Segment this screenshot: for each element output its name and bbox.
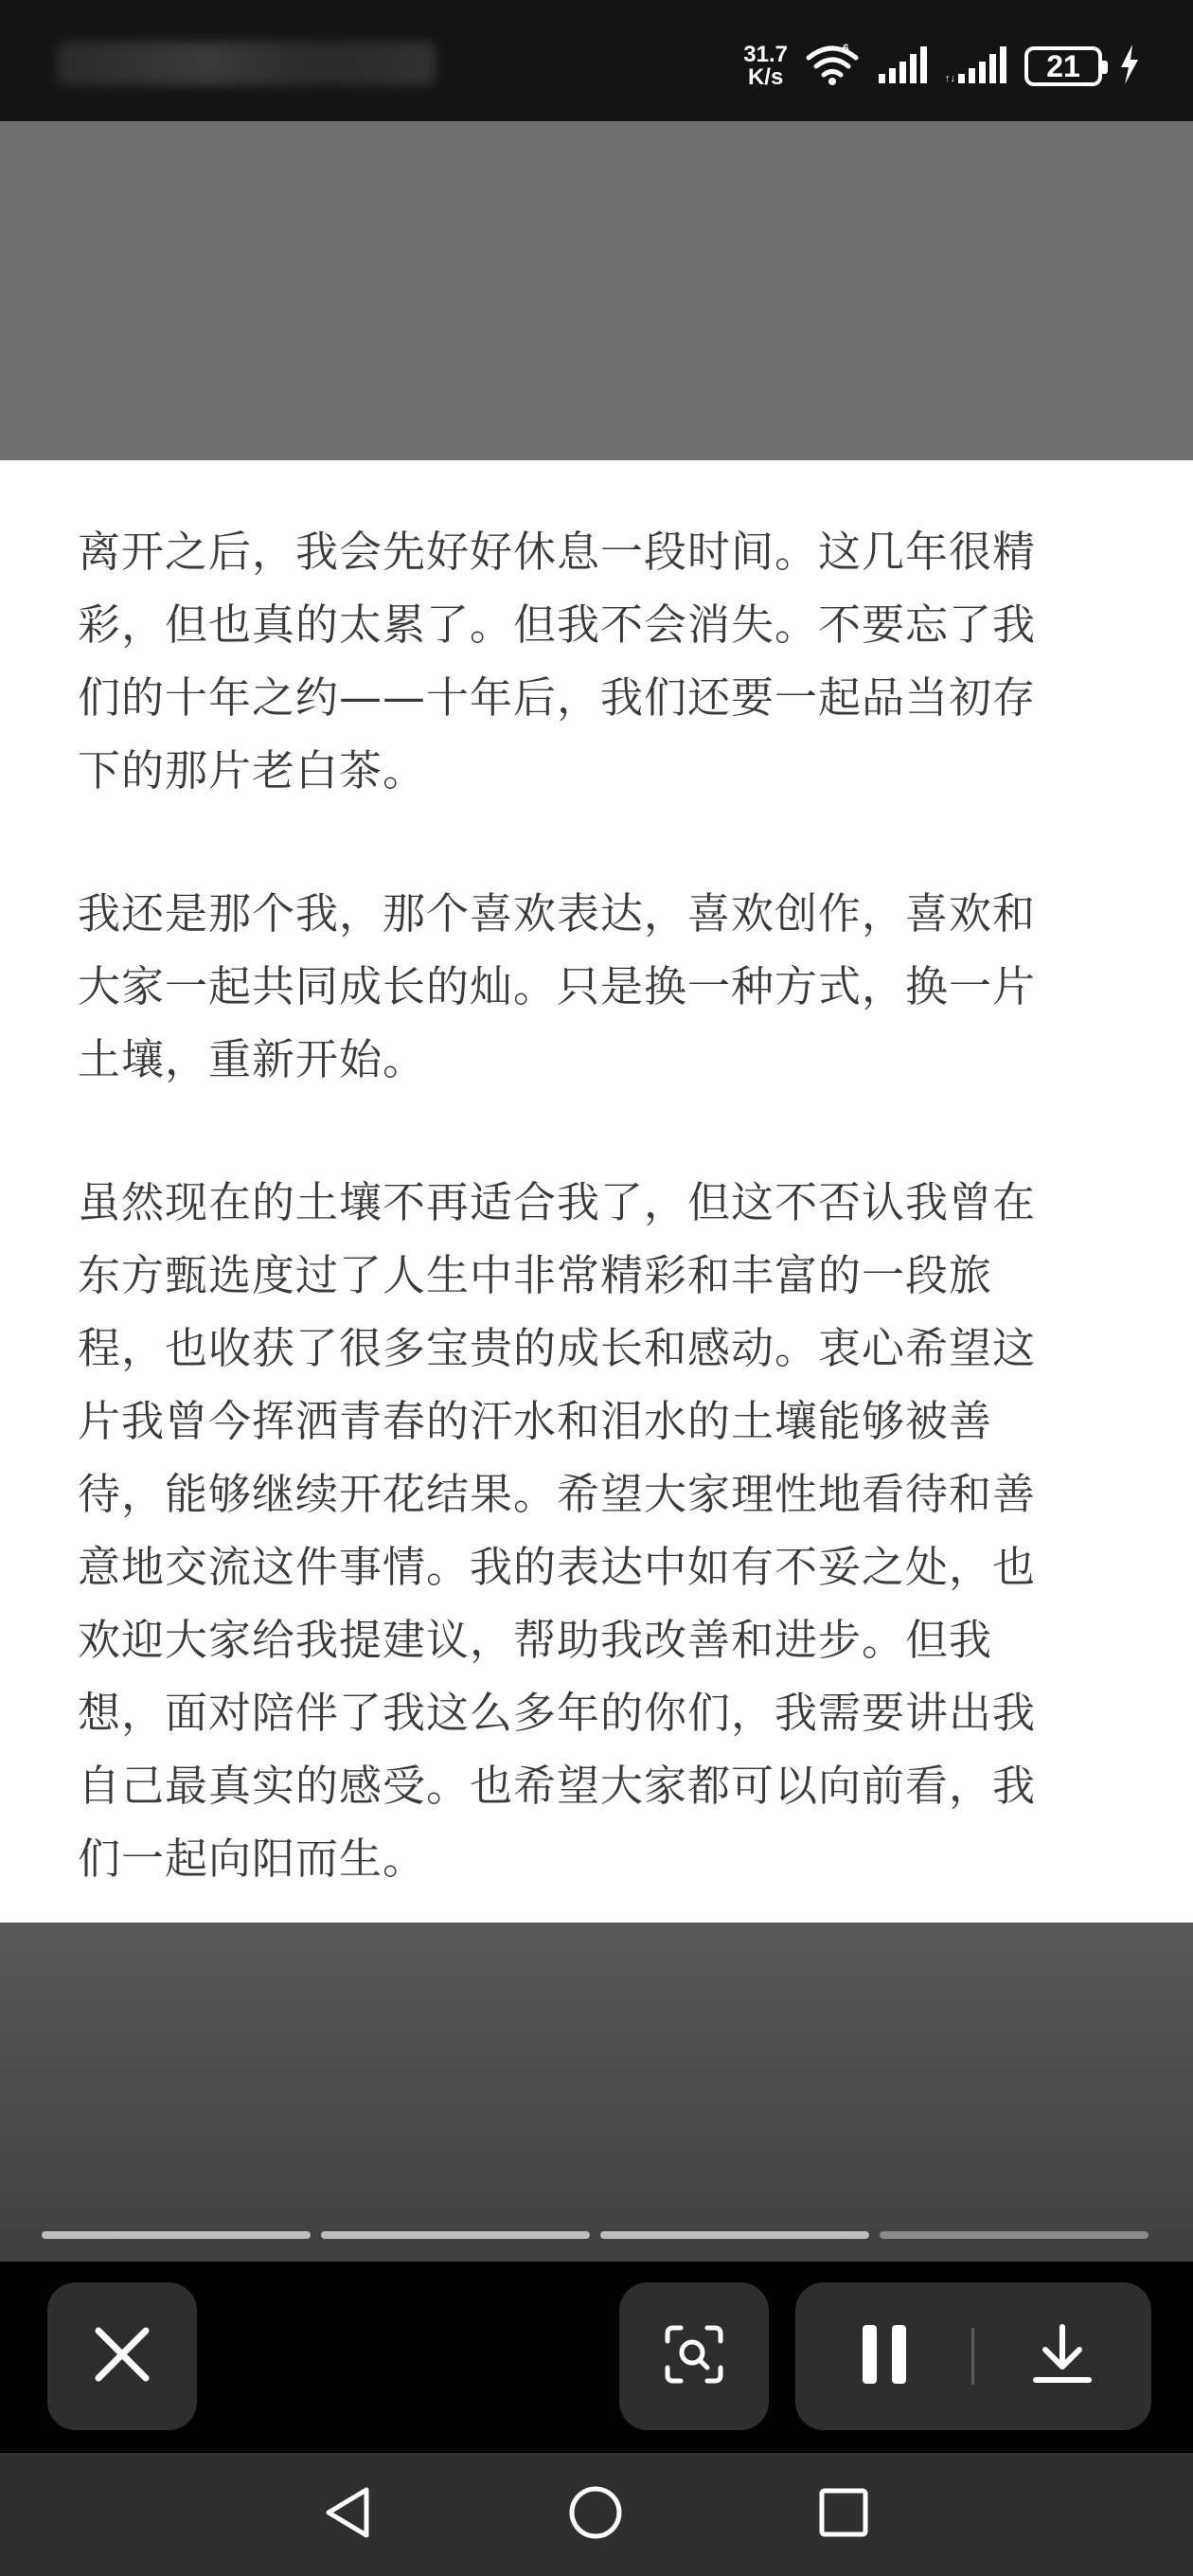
text-line: 们的十年之约——十年后，我们还要一起品当初存 bbox=[78, 672, 1037, 723]
progress-segment-4 bbox=[880, 2231, 1148, 2239]
battery-level: 21 bbox=[1046, 48, 1080, 83]
system-navigation-bar bbox=[0, 2453, 1193, 2576]
text-line: 虽然现在的土壤不再适合我了，但这不否认我曾在 bbox=[78, 1177, 1037, 1227]
home-button[interactable] bbox=[555, 2474, 636, 2555]
text-line: 土壤，重新开始。 bbox=[78, 1034, 427, 1084]
progress-segment-3 bbox=[600, 2231, 869, 2239]
progress-segment-2 bbox=[321, 2231, 590, 2239]
control-bar bbox=[0, 2262, 1193, 2453]
back-button[interactable] bbox=[307, 2474, 388, 2555]
recents-icon bbox=[817, 2486, 870, 2543]
signal-icon bbox=[877, 45, 928, 87]
back-icon bbox=[321, 2484, 374, 2545]
text-line: 想，面对陪伴了我这么多年的你们，我需要讲出我 bbox=[78, 1688, 1037, 1738]
svg-text:6: 6 bbox=[843, 43, 849, 55]
text-line: 彩，但也真的太累了。但我不会消失。不要忘了我 bbox=[78, 599, 1037, 650]
text-line: 待，能够继续开花结果。希望大家理性地看待和善 bbox=[78, 1469, 1037, 1519]
playback-controls bbox=[795, 2282, 1151, 2430]
network-speed-value: 31.7 bbox=[743, 42, 788, 67]
charging-icon bbox=[1119, 45, 1140, 88]
network-speed-unit: K/s bbox=[747, 64, 784, 90]
status-bar bbox=[0, 0, 1193, 121]
recents-button[interactable] bbox=[803, 2474, 884, 2555]
download-button[interactable] bbox=[973, 2282, 1151, 2430]
progress-segment-1 bbox=[42, 2231, 311, 2239]
text-line: 下的那片老白茶。 bbox=[78, 745, 427, 796]
close-icon bbox=[93, 2325, 151, 2388]
home-icon bbox=[567, 2484, 624, 2545]
text-line: 自己最真实的感受。也希望大家都可以向前看，我 bbox=[78, 1761, 1037, 1811]
top-overlay[interactable] bbox=[0, 121, 1193, 460]
text-line: 离开之后，我会先好好休息一段时间。这几年很精 bbox=[78, 527, 1037, 577]
status-indicators bbox=[743, 38, 1140, 95]
svg-text:↑↓: ↑↓ bbox=[945, 73, 955, 83]
close-button[interactable] bbox=[47, 2282, 197, 2430]
text-line: 欢迎大家给我提建议，帮助我改善和进步。但我 bbox=[78, 1615, 993, 1665]
article-image[interactable] bbox=[0, 460, 1193, 1923]
scan-button[interactable] bbox=[619, 2282, 769, 2430]
text-line: 片我曾今挥洒青春的汗水和泪水的土壤能够被善 bbox=[78, 1396, 993, 1446]
battery-icon bbox=[1024, 46, 1102, 86]
text-line: 大家一起共同成长的灿。只是换一种方式，换一片 bbox=[78, 961, 1037, 1011]
text-line: 东方甄选度过了人生中非常精彩和丰富的一段旅 bbox=[78, 1250, 993, 1300]
scan-icon bbox=[664, 2324, 724, 2388]
bottom-overlay[interactable] bbox=[0, 1923, 1193, 2262]
pause-button[interactable] bbox=[795, 2282, 973, 2430]
blurred-status-icons bbox=[57, 42, 436, 85]
signal-icon-sim2 bbox=[945, 45, 1007, 87]
text-line: 程，也收获了很多宝贵的成长和感动。衷心希望这 bbox=[78, 1323, 1037, 1373]
wifi-6-icon bbox=[805, 43, 860, 90]
network-speed bbox=[743, 44, 788, 89]
paragraph-1 bbox=[78, 515, 1119, 807]
pause-icon bbox=[859, 2323, 910, 2389]
download-icon bbox=[1032, 2323, 1093, 2389]
paragraph-3 bbox=[78, 1166, 1119, 1895]
text-line: 我还是那个我，那个喜欢表达，喜欢创作，喜欢和 bbox=[78, 888, 1037, 939]
text-line: 们一起向阳而生。 bbox=[78, 1834, 427, 1884]
paragraph-2 bbox=[78, 877, 1119, 1096]
text-line: 意地交流这件事情。我的表达中如有不妥之处，也 bbox=[78, 1542, 1037, 1592]
